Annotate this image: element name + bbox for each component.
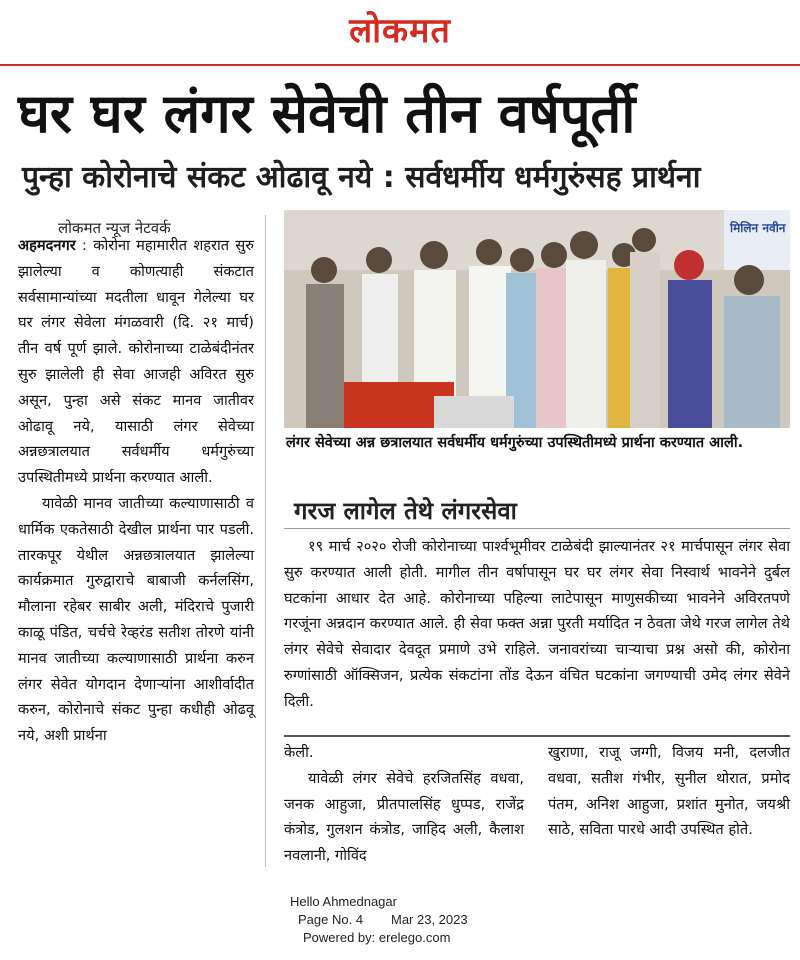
photo-banner-text: मिलिन नवीन xyxy=(730,221,786,235)
section-paragraph: १९ मार्च २०२० रोजी कोरोनाच्या पार्श्वभूमीवर टाळेबंदी झाल्यानंतर २१ मार्चपासून लंगर सेवा सुरु करण्यात आली होती. मागील तीन वर्षापासून घर घर लंगर सेवा निस्वार्थ भावनेने दुर्बल घटकांना आधार देत आहे. कोरोनाच्या पहिल्या लाटेपासून माणुसकीच्या भावनेने अविरतपणे गरजूंना अन्नदान करण्यात आले. ही सेवा फक्त अन्ना पुरती मर्यादित न ठेवता जेथे गरज लागेल तेथे लंगर सेवेचे सेवादार देवदूत प्रमाणे उभे राहिले. जनावरांच्या चाऱ्याचा प्रश्न असो की, कोरोना रुग्णांसाठी ऑक्सिजन, प्रत्येक संकटांना तोंड देऊन वंचित घटकांना जगण्याची उमेद लंगर सेवेने दिली. xyxy=(284,538,790,710)
headline: घर घर लंगर सेवेची तीन वर्षपूर्ती xyxy=(18,81,636,145)
footer-site: Hello Ahmednagar xyxy=(290,894,397,909)
footer-date: Mar 23, 2023 xyxy=(391,912,468,927)
section-heading: गरज लागेल तेथे लंगरसेवा xyxy=(294,497,517,525)
column-divider xyxy=(265,215,266,867)
right-paragraph: खुराणा, राजू जग्गी, विजय मनी, दलजीत वधवा, सतीश गंभीर, सुनील थोरात, प्रमोद पंतम, अनिश आहुजा, प्रशांत मुनोत, जयश्री साठे, सविता पारधे आदी उपस्थित होते. xyxy=(548,744,790,839)
section-bottom-rule xyxy=(284,735,790,737)
middle-column xyxy=(284,740,524,869)
paragraph-2: यावेळी मानव जातीच्या कल्याणासाठी व धार्मिक एकतेसाठी देखील प्रार्थना पार पडली. तारकपूर येथील अन्नछत्रालयात झालेल्या कार्यक्रमात गुरुद्वाराचे बाबाजी कर्नलसिंग, मौलाना रहेबर साबीर अली, मंदिराचे पुजारी काळू पंडित, चर्चचे रेव्हरंड सतीश तोरणे यांनी मानव जातीच्या कल्याणासाठी प्रार्थना करुन लंगर सेवेत योगदान देणाऱ्यांना आशीर्वादीत करुन, कोरोनाचे संकट पुन्हा कधीही ओढवू नये, अशी प्रार्थना xyxy=(18,494,254,745)
footer-page: Page No. 4 xyxy=(298,912,364,927)
byline: लोकमत न्यूज नेटवर्क xyxy=(58,219,171,237)
right-column xyxy=(548,740,790,843)
section-body xyxy=(284,534,790,715)
dateline: अहमदनगर xyxy=(18,237,76,254)
middle-line: केली. xyxy=(284,744,314,761)
footer-powered: Powered by: erelego.com xyxy=(303,930,451,945)
photo-illustration xyxy=(284,210,790,428)
left-column xyxy=(18,233,254,749)
subheadline: पुन्हा कोरोनाचे संकट ओढावू नये : सर्वधर्मीय धर्मगुरुंसह प्रार्थना xyxy=(22,160,701,195)
middle-paragraph: यावेळी लंगर सेवेचे हरजितसिंह वधवा, जनक आहुजा, प्रीतपालसिंह धुप्पड, राजेंद्र कंत्रोड, गुलशन कंत्रोड, जाहिद अली, कैलाश नवलानी, गोविंद xyxy=(284,769,524,865)
photo-caption: लंगर सेवेच्या अन्न छत्रालयात सर्वधर्मीय धर्मगुरुंच्या उपस्थितीमध्ये प्रार्थना करण्यात आली. xyxy=(286,435,744,451)
section-rule xyxy=(284,528,790,529)
news-photo xyxy=(284,210,790,428)
paragraph-1: : कोरोना महामारीत शहरात सुरु झालेल्या व कोणत्याही संकटात सर्वसामान्यांच्या मदतीला धावून गेलेल्या घर घर लंगर सेवेला मंगळवारी (दि. २१ मार्च) तीन वर्ष पूर्ण झाले. कोरोनाच्या टाळेबंदीनंतर सुरु झालेली ही सेवा आजही अविरत सुरु असून, पुन्हा असे संकट मानव जातीवर ओढावू नये, यासाठी लंगर सेवेच्या अन्नछत्रालयात सर्वधर्मीय धर्मगुरुंच्या उपस्थितीमध्ये प्रार्थना करण्यात आली. xyxy=(18,237,254,487)
masthead-logo: लोकमत xyxy=(349,11,451,51)
masthead-rule xyxy=(0,64,800,66)
